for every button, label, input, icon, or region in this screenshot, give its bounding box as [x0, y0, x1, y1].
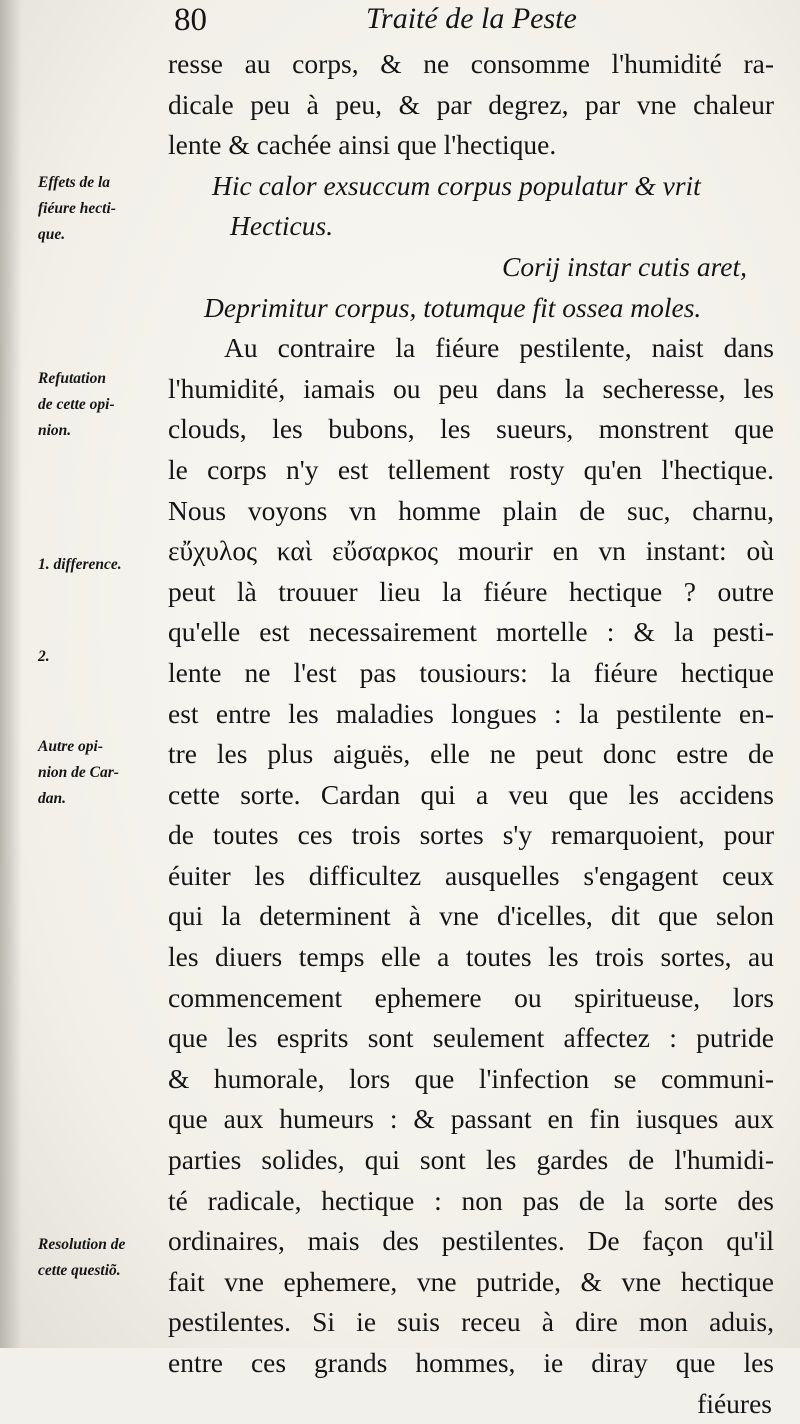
- margin-note-cardan: Autre opi- nion de Car- dan.: [38, 738, 119, 807]
- text-line: té radicale, hectique : non pas de la sorte des: [168, 1184, 774, 1216]
- text-line: commencement ephemere ou spiritueuse, lors: [168, 981, 774, 1013]
- text-line: qu'elle est necessairement mortelle : & la pesti-: [168, 616, 774, 648]
- page-number: 80: [174, 2, 207, 38]
- text-line: éuiter les difficultez ausquelles s'engagent ceux: [168, 859, 774, 891]
- margin-note-difference-2: 2.: [38, 648, 50, 665]
- text-line: lente & cachée ainsi que l'hectique.: [168, 129, 557, 161]
- page-header: [168, 0, 768, 44]
- text-line: le corps n'y est tellement rosty qu'en l'hectique.: [168, 453, 774, 485]
- text-line: pestilentes. Si ie suis receu à dire mon aduis,: [168, 1306, 774, 1338]
- text-line: dicale peu à peu, & par degrez, par vne chaleur: [168, 88, 774, 120]
- text-line: parties solides, qui sont les gardes de l'humidi-: [168, 1144, 774, 1176]
- text-line: que les esprits sont seulement affectez : putride: [168, 1022, 774, 1054]
- text-line: fait vne ephemere, vne putride, & vne hectique: [168, 1265, 774, 1297]
- latin-verse-line: Hecticus.: [230, 210, 334, 242]
- text-line: Nous voyons vn homme plain de suc, charnu,: [168, 494, 774, 526]
- text-line: tre les plus aiguës, elle ne peut donc estre de: [168, 738, 774, 770]
- catchword: fiéures: [697, 1387, 772, 1419]
- text-line: resse au corps, & ne consomme l'humidité ra-: [168, 48, 774, 79]
- margin-note-difference-1: 1. difference.: [38, 556, 122, 573]
- running-title: Traité de la Peste: [366, 2, 577, 35]
- text-line: cette sorte. Cardan qui a veu que les accidens: [168, 778, 774, 810]
- text-line: clouds, les bubons, les sueurs, monstrent que: [168, 413, 774, 445]
- gutter-shadow: [0, 0, 22, 1348]
- text-line: lente ne l'est pas tousiours: la fiéure hectique: [168, 656, 774, 688]
- text-line: entre ces grands hommes, ie diray que les: [168, 1347, 774, 1378]
- latin-verse-line: Hic calor exsuccum corpus populatur & vrit: [212, 169, 701, 201]
- text-line: que aux humeurs : & passant en fin iusques aux: [168, 1103, 774, 1135]
- text-line: ordinaires, mais des pestilentes. De façon qu'il: [168, 1225, 774, 1257]
- margin-note-refutation: Refutation de cette opi- nion.: [38, 370, 115, 439]
- text-line: qui la determinent à vne d'icelles, dit que selon: [168, 900, 774, 932]
- latin-verse-line: Corij instar cutis aret,: [502, 250, 747, 282]
- text-line: Au contraire la fiéure pestilente, naist dans: [224, 332, 774, 364]
- latin-verse-line: Deprimitur corpus, totumque fit ossea moles.: [204, 291, 702, 323]
- margin-note-resolution: Resolution de cette questiõ.: [38, 1236, 126, 1279]
- body-text: [168, 44, 774, 1424]
- text-line: l'humidité, iamais ou peu dans la secheresse, les: [168, 372, 774, 404]
- text-line: les diuers temps elle a toutes les trois sortes, au: [168, 941, 774, 973]
- text-line: est entre les maladies longues : la pestilente en-: [168, 697, 774, 729]
- text-line: peut là trouuer lieu la fiéure hectique ? outre: [168, 575, 774, 607]
- margin-note-effets: Effets de la fiéure hecti- que.: [38, 174, 116, 243]
- text-line: de toutes ces trois sortes s'y remarquoient, pour: [168, 819, 774, 851]
- text-line: εὔχυλος καὶ εὔσαρκος mourir en vn instant: où: [168, 535, 774, 567]
- text-line: & humorale, lors que l'infection se communi-: [168, 1062, 774, 1094]
